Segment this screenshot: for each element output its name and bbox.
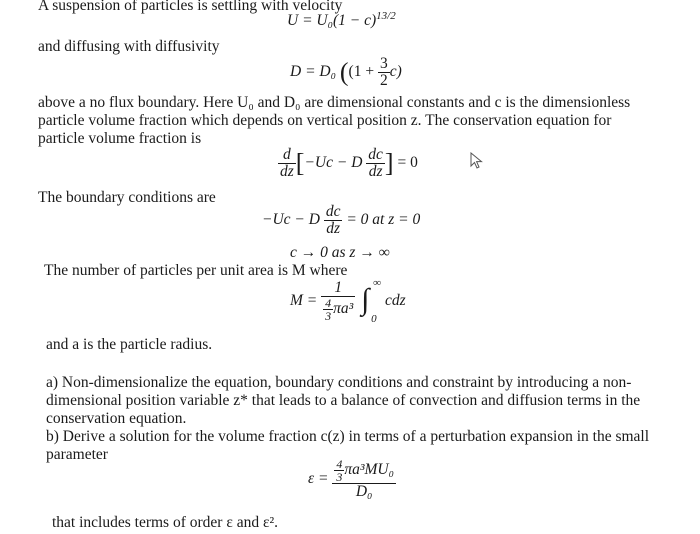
question-b-line-2: parameter	[46, 446, 108, 463]
para1-line-1: above a no flux boundary. Here U₀ and D₀ are dimensional constants and c is the dimensionless	[38, 94, 631, 111]
bc1-derivative	[324, 204, 343, 237]
integral-upper: ∞	[373, 277, 382, 289]
conservation-derivative	[278, 147, 296, 180]
eps-fraction	[332, 458, 396, 500]
m-lhs: M =	[290, 292, 318, 309]
radius-note: and a is the particle radius.	[46, 336, 213, 353]
bc1-rhs: = 0 at z = 0	[346, 211, 421, 229]
integral-sign: ∫ ∞ 0	[361, 277, 382, 325]
bc1-dc: dc	[325, 203, 341, 220]
integral-lower: 0	[371, 313, 377, 325]
eps-num-inner-frac	[334, 458, 344, 483]
diffusivity-equation: D = D₀ ((1 + $\frac{3}{2}$ c)	[290, 55, 402, 89]
boundary-condition-1	[262, 204, 420, 237]
m-equation	[290, 277, 406, 325]
bc-intro: The boundary conditions are	[38, 189, 216, 206]
diffusivity-frac-den: 2	[379, 72, 388, 89]
conservation-dc-dz	[366, 147, 385, 180]
m-den-inner-frac	[323, 297, 333, 322]
question-a-line-1: a) Non-dimensionalize the equation, boundary conditions and constraint by introducing a non-	[46, 374, 632, 391]
mouse-pointer-icon	[470, 152, 486, 170]
boundary-condition-2: c → 0 as z → ∞	[290, 244, 390, 261]
eps-numerator	[332, 458, 396, 483]
m-den-frac-num: 4	[325, 296, 332, 310]
velocity-equation	[287, 10, 396, 30]
diffusivity-close: c)	[389, 63, 402, 81]
conservation-rhs: = 0	[397, 154, 418, 172]
eps-num-frac-num: 4	[336, 457, 343, 471]
m-frac-den	[321, 296, 355, 322]
m-fraction	[321, 280, 355, 322]
velocity-expression: U = U₀(1 − c)	[287, 12, 377, 30]
intro-line-1: A suspension of particles is settling with velocity	[38, 0, 343, 14]
diffusivity-lhs: D = D₀	[290, 63, 336, 81]
m-frac-num: 1	[334, 279, 343, 296]
eps-lhs: ε =	[308, 470, 329, 487]
question-a-line-2: dimensional position variable z* that leads to a balance of convection and diffusion terms in the	[46, 392, 641, 409]
eps-num-frac-den: 3	[336, 470, 343, 484]
conservation-dz2: dz	[366, 163, 385, 180]
para1-line-2: particle volume fraction which depends on vertical position z. The conservation equation for	[38, 112, 612, 129]
conservation-dc: dc	[368, 146, 383, 163]
m-den-rest: πa³	[333, 300, 354, 318]
m-intro: The number of particles per unit area is M where	[44, 262, 348, 279]
question-b-line-1: b) Derive a solution for the volume fraction c(z) in terms of a perturbation expansion in the small	[46, 428, 650, 445]
m-den-frac-den: 3	[325, 309, 332, 323]
conservation-d: d	[283, 146, 291, 163]
diffusivity-frac-num: 3	[379, 55, 388, 72]
velocity-exponent: 13/2	[376, 10, 396, 22]
diffusivity-fraction	[378, 56, 390, 89]
bc1-lhs: −Uc − D	[262, 211, 320, 229]
epsilon-equation	[308, 458, 396, 500]
diffusivity-open: (1 +	[348, 63, 375, 81]
question-b-line-3: that includes terms of order ε and ε².	[52, 514, 278, 531]
conservation-equation: $\frac{d}{dz}$ [−Uc − D $\frac{dc}{dz}$ ] = 0	[280, 146, 418, 180]
m-integrand: cdz	[385, 292, 406, 309]
bc1-dz: dz	[324, 220, 343, 237]
question-a-line-3: conservation equation.	[46, 410, 187, 427]
conservation-dz: dz	[280, 163, 294, 180]
para1-line-3: particle volume fraction is	[38, 130, 202, 147]
intro-line-2: and diffusing with diffusivity	[38, 38, 220, 55]
eps-denominator: D₀	[332, 483, 396, 500]
conservation-mid: −Uc − D	[304, 154, 363, 172]
eps-num-rest: πa³MU₀	[344, 461, 394, 479]
